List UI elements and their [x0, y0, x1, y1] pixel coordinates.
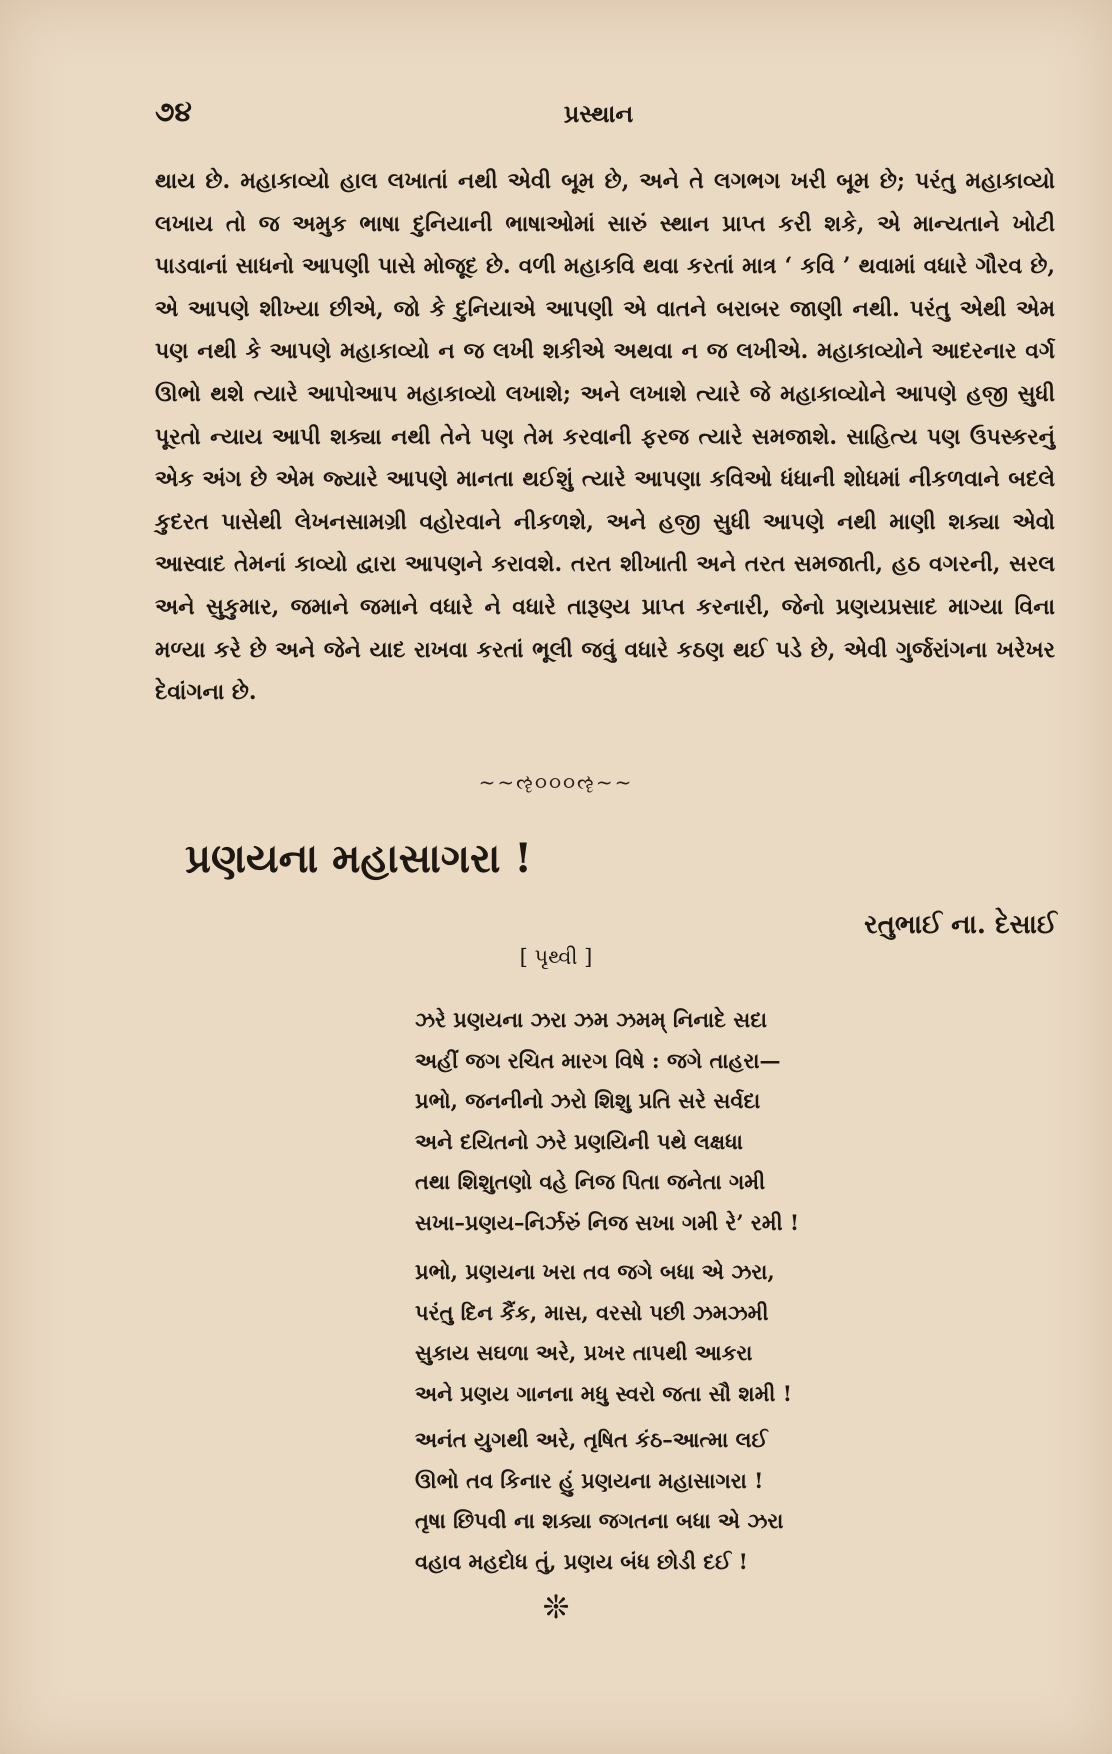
verse-line: વહાવ મહદોધ તું, પ્રણય બંધ છોડી દઈ ! [415, 1548, 748, 1574]
verse-line: પ્રભો, પ્રણયના ખરા તવ જગે બધા એ ઝરા, [415, 1259, 775, 1284]
verse-line: તથા શિશુતણો વહે નિજ પિતા જનેતા ગમી [415, 1169, 766, 1195]
poem-author: રતુભાઈ ના. દેસાઈ [864, 910, 1057, 940]
page-number: ૭૪ [155, 95, 192, 128]
body-paragraph: થાય છે. મહાકાવ્યો હાલ લખાતાં નથી એવી બૂમ છે, અને તે લગભગ ખરી બૂમ છે; પરંતુ મહાકાવ્યો લખાય તો જ અમુક ભાષા દુનિયાની ભાષાઓમાં સારું સ્થાન પ્રાપ્ત કરી શકે, એ માન્યતાને ખોટી પાડવાનાં સાધનો આપણી પાસે મોજૂદ છે. વળી મહાકવિ થવા કરતાં માત્ર ‘ કવિ ’ થવામાં વધારે ગૌરવ છે, એ આપણે શીખ્યા છીએ, જો કે દુનિયાએ આપણી એ વાતને બરાબર જાણી નથી. પરંતુ એથી એમ પણ નથી કે આપણે મહાકાવ્યો ન જ લખી શકીએ અથવા ન જ લખીએ. મહાકાવ્યોને આદરનાર વર્ગ ઊભો થશે ત્યારે આપોઆપ મહાકાવ્યો લખાશે; અને લખાશે ત્યારે જે મહાકાવ્યોને આપણે હજી સુધી પૂરતો ન્યાય આપી શક્યા નથી તેને પણ તેમ કરવાની ફરજ ત્યારે સમજાશે. સાહિત્ય પણ ઉપસ્કરનું એક અંગ છે એમ જ્યારે આપણે માનતા થઈશું ત્યારે આપણા કવિઓ ધંધાની શોધમાં નીકળવાને બદલે કુદરત પાસેથી લેખનસામગ્રી વહોરવાને નીકળશે, અને હજી સુધી આપણે નથી માણી શક્યા એવો આસ્વાદ તેમનાં કાવ્યો દ્વારા આપણને કરાવશે. તરત શીખાતી અને તરત સમજાતી, હઠ વગરની, સરલ અને સુકુમાર, જમાને જમાને વધારે ને વધારે તારૂણ્ય પ્રાપ્ત કરનારી, જેનો પ્રણયપ્રસાદ માગ્યા વિના મળ્યા કરે છે અને જેને યાદ રાખવા કરતાં ભૂલી જવું વધારે કઠણ થઈ પડે છે, એવી ગુર્જરાંગના ખરેખર દેવાંગના છે. [155, 168, 1055, 706]
poem-meter: [ પૃથ્વી ] [519, 945, 593, 969]
running-title: પ્રસ્થાન [563, 99, 634, 128]
verse-line: પરંતુ દિન કૈંક, માસ, વરસો પછી ઝમઝમી [415, 1299, 769, 1325]
section-divider: ~~ૡ૦૦૦ૡ~~ [478, 770, 634, 794]
verse-line: સુકાય સઘળા અરે, પ્રખર તાપથી આકરા [415, 1340, 753, 1366]
poem-stanza-2 [415, 1252, 1055, 1414]
verse-line: ઊભો તવ કિનાર હું પ્રણયના મહાસાગરા ! [415, 1467, 764, 1493]
verse-line: તૃષા છિપવી ના શક્યા જગતના બધા એ ઝરા [415, 1508, 784, 1534]
poem-stanza-1 [415, 1000, 1055, 1244]
verse-line: ઝરે પ્રણયના ઝરા ઝમ ઝમમ્ નિનાદે સદા [415, 1007, 768, 1032]
poem-stanza-3 [415, 1420, 1055, 1582]
verse-line: સખા–પ્રણય–નિર્ઝરું નિજ સખા ગમી રે’ રમી ! [415, 1209, 800, 1235]
verse-line: અહીં જગ રચિત મારગ વિષે : જગે તાહરા— [415, 1047, 781, 1073]
verse-line: અને પ્રણય ગાનના મધુ સ્વરો જતા સૌ શમી ! [415, 1380, 792, 1406]
verse-line: પ્રભો, જનનીનો ઝરો શિશુ પ્રતિ સરે સર્વદા [415, 1088, 761, 1114]
page-header [155, 95, 1042, 135]
poem-title: પ્રણયના મહાસાગરા ! [185, 835, 532, 882]
verse-line: અને દયિતનો ઝરે પ્રણયિની પથે લક્ષધા [415, 1128, 743, 1154]
flower-ornament-icon: ❊ [542, 1588, 570, 1626]
verse-line: અનંત યુગથી અરે, તૃષિત કંઠ–આત્મા લઈ [415, 1427, 768, 1452]
